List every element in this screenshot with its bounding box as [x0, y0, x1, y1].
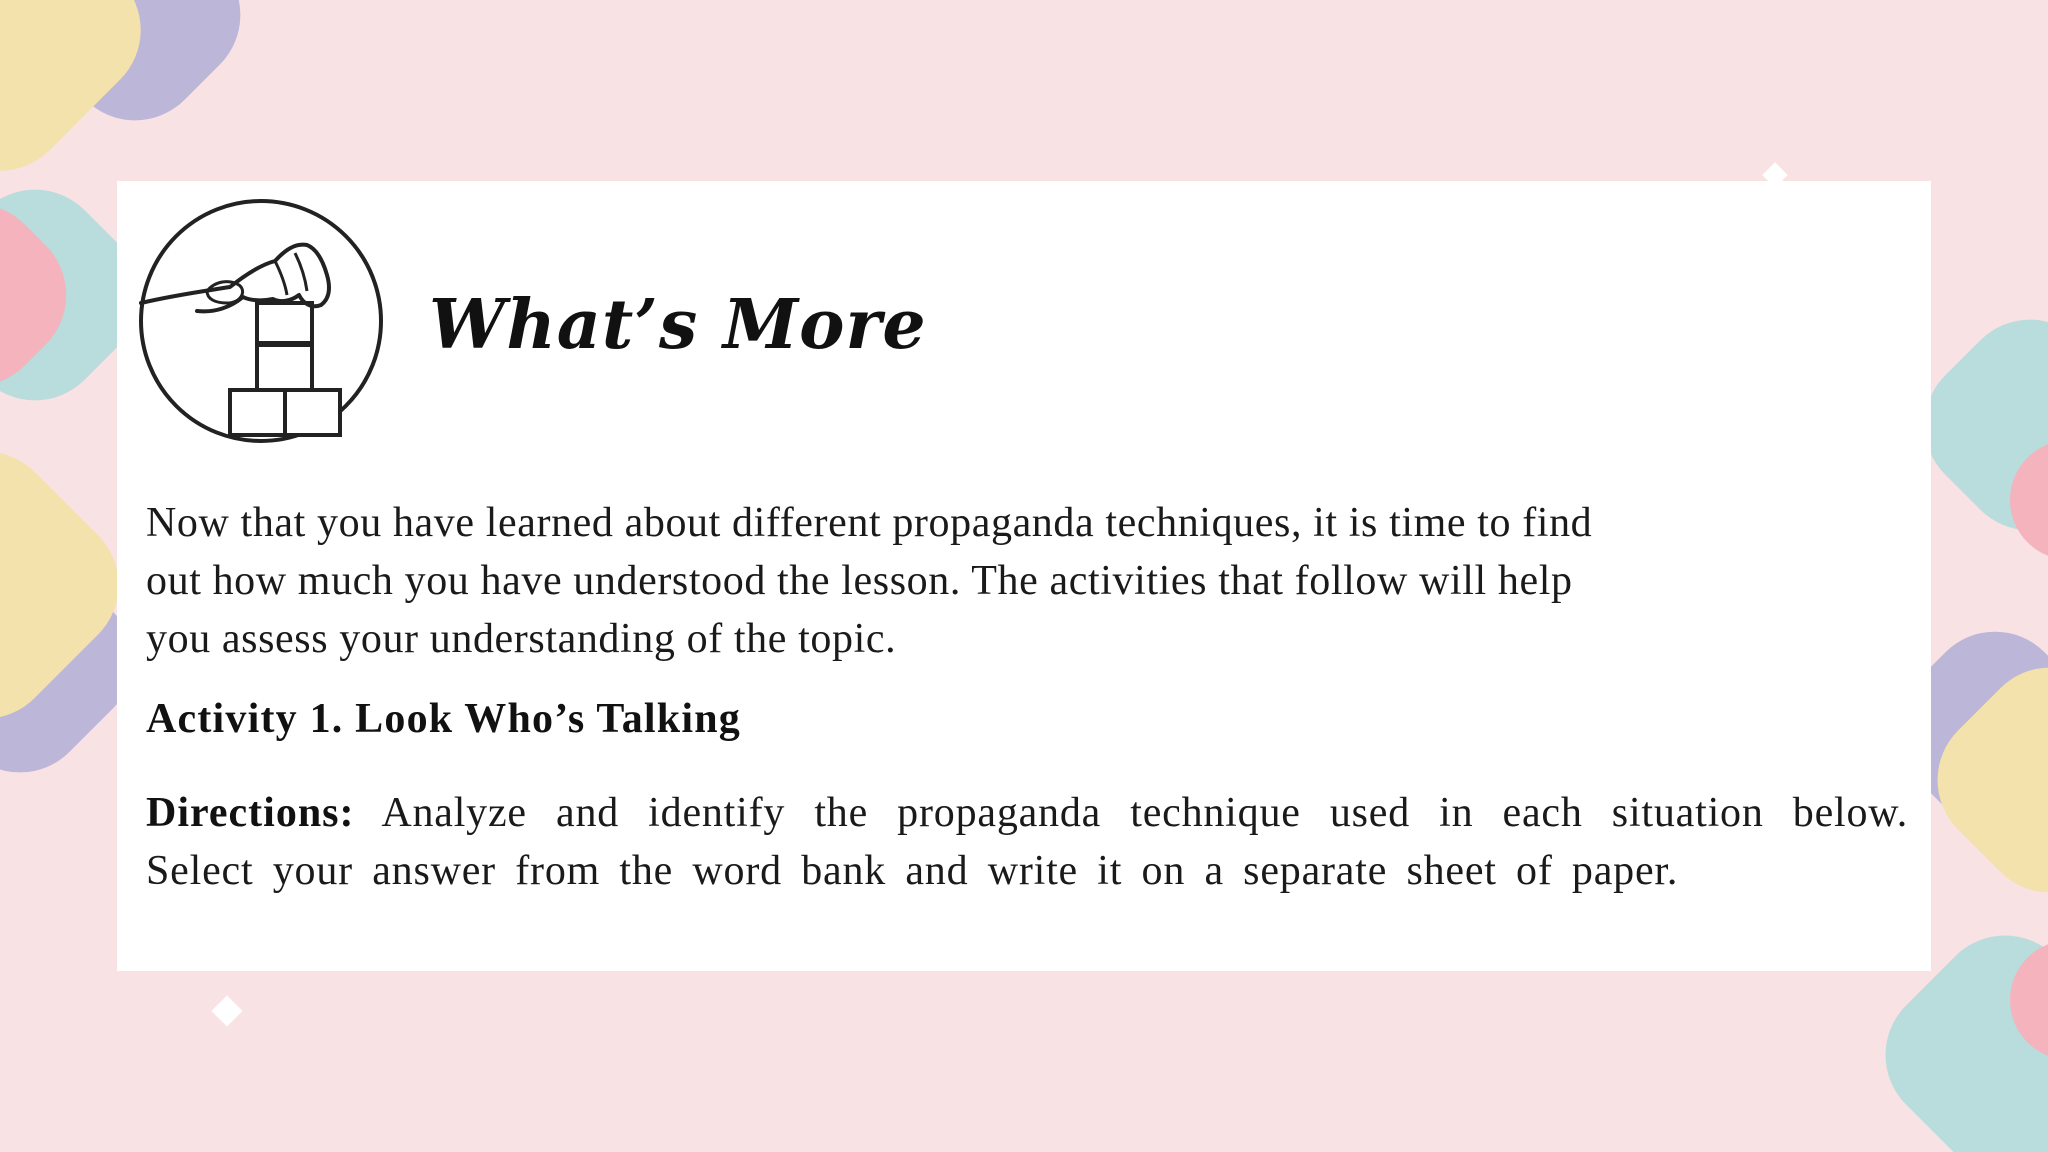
hand-stacking-blocks-icon	[135, 195, 387, 447]
intro-line: out how much you have understood the lesson. The activities that follow will help	[146, 558, 1573, 604]
intro-line: you assess your understanding of the topic.	[146, 616, 897, 662]
lesson-card	[117, 181, 1931, 971]
directions-label: Directions:	[146, 790, 355, 836]
section-title: What’s More	[429, 285, 927, 365]
directions-paragraph	[146, 784, 1908, 900]
sparkle-decoration	[211, 995, 242, 1026]
intro-line: Now that you have learned about different propaganda techniques, it is time to find	[146, 500, 1593, 546]
intro-paragraph	[146, 494, 1592, 668]
activity-title: Activity 1. Look Who’s Talking	[146, 696, 741, 742]
directions-text: Analyze and identify the propaganda technique used in each situation below. Select your answer from the word bank and write it on a separate sheet of paper.	[146, 790, 1909, 894]
